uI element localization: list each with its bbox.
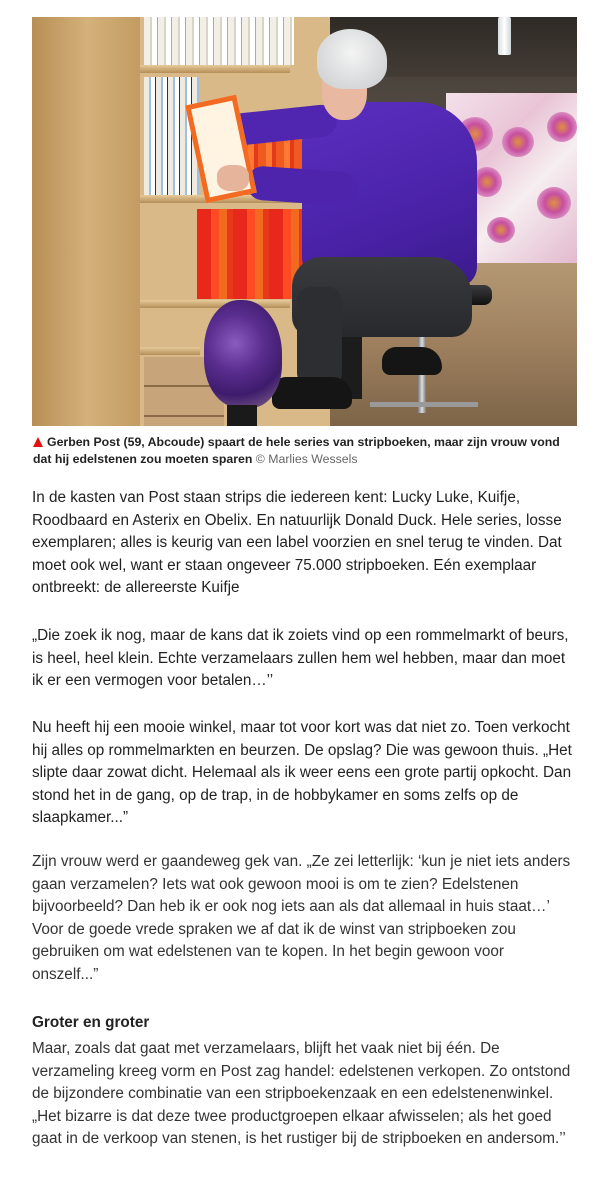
shelf-board: [140, 300, 290, 308]
section-heading: Groter en groter: [32, 1014, 150, 1031]
article-paragraph: Nu heeft hij een mooie winkel, maar tot voor kort was dat niet zo. Toen verkocht hij alles op rommelmarkten en beurzen. De opslag? Die was gewoon thuis. „Het slipte daar zowat dicht. Helemaal als ik weer eens een grote partij opkocht. Dan stond het in de gang, op de trap, in de hobbykamer en soms zelfs op de slaapkamer...”: [32, 719, 572, 827]
bookcase-side: [32, 17, 142, 426]
orchid-flower: [487, 217, 515, 243]
person-shoe: [272, 377, 352, 409]
orchid-flower: [502, 127, 534, 157]
amethyst-stand: [227, 405, 257, 426]
article-paragraph: „Die zoek ik nog, maar de kans dat ik zoiets vind op een rommelmarkt of beurs, is heel, heel klein. Echte verzamelaars zullen hem wel hebben, maar dan moet ik er een vermogen voor betalen…’’: [32, 627, 569, 690]
red-triangle-icon: [33, 437, 43, 447]
shelf-board: [140, 347, 200, 355]
person-hand: [217, 165, 249, 191]
article-paragraph: Zijn vrouw werd er gaandeweg gek van. „Ze zei letterlijk: ‘kun je niet iets anders gaan verzamelen? Iets wat ook gewoon mooi is om te zien? Edelstenen bijvoorbeeld? Dan heb ik er ook nog iets aan als dat allemaal in huis staat…’ Voor de goede vrede spraken we af dat ik de winst van stripboeken zou gebruiken om wat edelstenen van te kopen. In het begin gewoon voor onszelf...”: [32, 853, 571, 983]
article-photo: [32, 17, 577, 426]
books-top-shelf: [144, 17, 294, 65]
orchid-flower: [547, 112, 577, 142]
caption-description: Gerben Post (59, Abcoude) spaart de hele series van stripboeken, maar zijn vrouw vond dat hij edelstenen zou moeten sparen: [33, 435, 560, 466]
stool-foot: [370, 402, 478, 407]
person-shoe: [382, 347, 442, 375]
ceiling-lamp: [498, 17, 511, 55]
photo-caption: [33, 434, 573, 468]
amethyst-geode: [204, 300, 282, 408]
orchid-flower: [537, 187, 571, 219]
books-red: [197, 209, 307, 299]
person-shin: [297, 287, 342, 387]
person-hair: [317, 29, 387, 89]
photo-credit: © Marlies Wessels: [255, 452, 358, 466]
article-paragraph: In de kasten van Post staan strips die iedereen kent: Lucky Luke, Kuifje, Roodbaard en Asterix en Obelix. En natuurlijk Donald Duck. Hele series, losse exemplaren; alles is keurig van een label voorzien en snel terug te vinden. Dat moet ook wel, want er staan ongeveer 75.000 stripboeken. Eén exemplaar ontbreekt: de allereerste Kuifje: [32, 489, 562, 597]
shelf-board: [140, 65, 290, 73]
article-paragraph: Maar, zoals dat gaat met verzamelaars, blijft het vaak niet bij één. De verzameling kreeg vorm en Post zag handel: edelstenen verkopen. Zo ontstond de bijzondere combinatie van een stripboekenzaak en een edelstenenwinkel. „Het bizarre is dat deze twee productgroepen elkaar afwisselen; als het goed gaat in de verkoop van stenen, is het rustiger bij de stripboeken en andersom.’’: [32, 1040, 571, 1148]
